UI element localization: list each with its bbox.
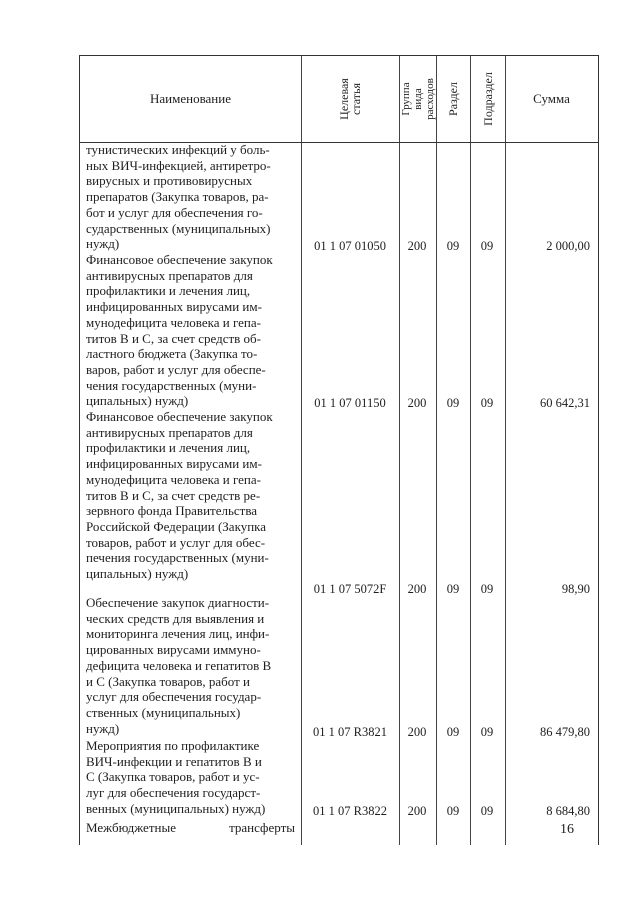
row-group: 200	[407, 582, 427, 596]
row-sum: 60 642,31	[540, 396, 590, 410]
row-group: 200	[407, 239, 427, 253]
row-section: 09	[446, 239, 460, 253]
header-section: Раздел	[445, 82, 460, 116]
budget-table	[79, 55, 599, 845]
header-sum: Сумма	[533, 91, 570, 106]
page-number: 16	[560, 822, 574, 837]
header-expense-group: Группа вида расходов	[399, 78, 436, 120]
row-section: 09	[446, 582, 460, 596]
row-group: 200	[407, 396, 427, 410]
row-name: Финансовое обеспечение закупок антивирусных препаратов для профилактики и лечения лиц, инфицированных вирусами им- мунодефицита человека и гепа- титов В и С, за счет средств ре- зервного фонда Правительства Российской Федерации (Закупка товаров, работ и услуг для обес- печения государственных (муни- ципальных) нужд)	[86, 409, 273, 582]
row-subsection: 09	[480, 725, 494, 739]
column-divider	[505, 55, 506, 845]
row-section: 09	[446, 725, 460, 739]
row-section: 09	[446, 804, 460, 818]
row-code: 01 1 07 R3822	[313, 804, 387, 818]
header-subsection: Подраздел	[480, 72, 495, 126]
column-divider	[399, 55, 400, 845]
column-divider	[470, 55, 471, 845]
row-code: 01 1 07 01050	[314, 239, 386, 253]
header-name: Наименование	[150, 91, 231, 106]
row-group: 200	[407, 804, 427, 818]
header-target-article: Целевая статья	[337, 78, 363, 120]
row-sum: 2 000,00	[546, 239, 590, 253]
row-name: Финансовое обеспечение закупок антивирусных препаратов для профилактики и лечения лиц, инфицированных вирусами им- мунодефицита человека и гепа- титов В и С, за счет средств об- ластного бюджета (Закупка то- варов, работ и услуг для обеспе- чения государственных (муни- ципальных) нужд)	[86, 252, 273, 409]
row-sum: 98,90	[561, 582, 590, 596]
row-code: 01 1 07 5072F	[313, 582, 387, 596]
row-code: 01 1 07 R3821	[313, 725, 387, 739]
row-sum: 8 684,80	[546, 804, 590, 818]
row-name: Межбюджетные трансферты	[86, 820, 295, 835]
row-name: Мероприятия по профилактике ВИЧ-инфекции и гепатитов В и С (Закупка товаров, работ и ус- луг для обеспечения государст- венных (муниципальных) нужд)	[86, 738, 266, 816]
row-name: Обеспечение закупок диагности- ческих средств для выявления и мониторинга лечения лиц, инфи- цированных вирусами иммуно- дефицита человека и гепатитов В и С (Закупка товаров, работ и услуг для обеспечения государ- ственных (муниципальных) нужд)	[86, 595, 272, 736]
row-subsection: 09	[480, 804, 494, 818]
row-group: 200	[407, 725, 427, 739]
row-subsection: 09	[480, 582, 494, 596]
row-sum: 86 479,80	[540, 725, 590, 739]
table-header	[80, 55, 598, 143]
row-subsection: 09	[480, 396, 494, 410]
row-section: 09	[446, 396, 460, 410]
row-code: 01 1 07 01150	[314, 396, 386, 410]
row-name: тунистических инфекций у боль- ных ВИЧ-инфекцией, антиретро- вирусных и противовирусных препаратов (Закупка товаров, ра- бот и услуг для обеспечения го- сударственных (муниципальных) нужд)	[86, 142, 271, 252]
row-subsection: 09	[480, 239, 494, 253]
column-divider	[301, 55, 302, 845]
column-divider	[436, 55, 437, 845]
